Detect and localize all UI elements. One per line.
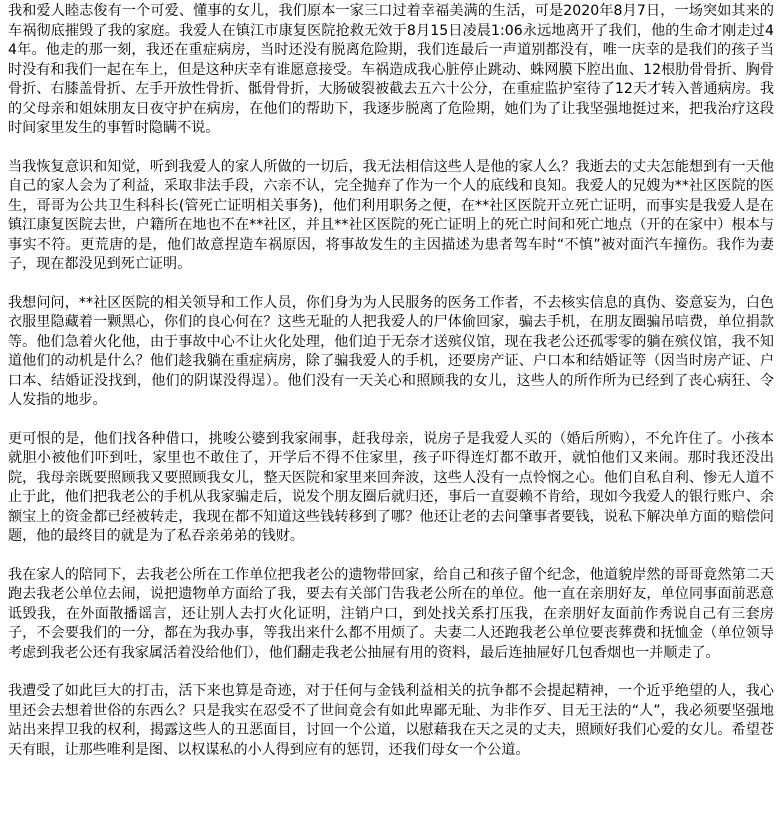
paragraph-1: 我和爱人睦志俊有一个可爱、懂事的女儿，我们原本一家三口过着幸福美满的生活，可是2020年8月7日，一场突如其来的车祸彻底摧毁了我的家庭。我爱人在镇江市康复医院抢救无效于8月15日凌晨1:06永远地离开了我们，他的生命才刚走过44年。他走的那一刻，我还在重症病房，当时还没有脱离危险期，我们连最后一声道别都没有，唯一庆幸的是我们的孩子当时没有和我们一起在车上，但是这种庆幸有谁愿意接受。车祸造成我心脏停止跳动、蛛网膜下腔出血、12根肋骨骨折、胸骨骨折、右膝盖骨折、左手开放性骨折、骶骨骨折，大肠破裂被截去五六十公分，在重症监护室待了12天才转入普通病房。我的父母亲和姐妹朋友日夜守护在病房，在他们的帮助下，我逐步脱离了危险期，她们为了让我坚强地挺过来，把我治疗这段时间家里发生的事暂时隐瞒不说。 xyxy=(8,3,774,136)
paragraph-6: 我遭受了如此巨大的打击，活下来也算是奇迹，对于任何与金钱利益相关的抗争都不会提起精神，一个近乎绝望的人，我心里还会去想着世俗的东西么？只是我实在忍受不了世间竟会有如此卑鄙无耻、为非作歹、目无王法的“人”，我必须要坚强地站出来捍卫我的权利，揭露这些人的丑恶面目，讨回一个公道，以慰藉我在天之灵的丈夫，照顾好我们心爱的女儿。希望苍天有眼，让那些唯利是图、以权谋私的小人得到应有的惩罚，还我们母女一个公道。 xyxy=(8,683,774,758)
paragraph-5: 我在家人的陪同下，去我老公所在工作单位把我老公的遗物带回家，给自己和孩子留个纪念，他道貌岸然的哥哥竟然第二天跑去我老公单位去闹，说把遗物单方面给了我，要去有关部门告我老公所在的单位。他一直在亲朋好友，单位同事面前恶意诋毁我，在外面散播谣言，还让别人去打火化证明，注销户口，到处找关系打压我，在亲朋好友面前作秀说自己有三套房子，不会要我们的一分，都在为我办事，等我出来什么都不用烦了。夫妻二人还跑我老公单位要丧葬费和抚恤金（单位领导考虑到我老公还有我家属活着没给他们），他们翻走我老公抽屉有用的资料，最后连抽屉好几包香烟也一并顺走了。 xyxy=(8,566,774,661)
paragraph-2: 当我恢复意识和知觉，听到我爱人的家人所做的一切后，我无法相信这些人是他的家人么？我逝去的丈夫怎能想到有一天他自己的家人会为了利益，采取非法手段，六亲不认，完全抛弃了作为一个人的底线和良知。我爱人的兄嫂为**社区医院的医生，哥哥为公共卫生科科长(管死亡证明相关事务)，他们利用职务之便，在**社区医院开立死亡证明，而事实是我爱人是在镇江康复医院去世，户籍所在地也不在**社区，并且**社区医院的死亡证明上的死亡时间和死亡地点（开的在家中）根本与事实不符。更荒唐的是，他们故意捏造车祸原因，将事故发生的主因描述为患者驾车时“不慎”被对面汽车撞伤。我作为妻子，现在都没见到死亡证明。 xyxy=(8,158,774,272)
paragraph-3: 我想问问，**社区医院的相关领导和工作人员，你们身为为人民服务的医务工作者，不去核实信息的真伪、姿意妄为，白色衣服里隐藏着一颗黑心，你们的良心何在？这些无耻的人把我爱人的尸体偷回家，骗去手机，在朋友圈骗吊唁费，单位捐款等。他们急着火化他，由于事故中心不让火化处理，他们迫于无奈才送殡仪馆，现在我老公还孤零零的躺在殡仪馆，我不知道他们的动机是什么？他们趁我躺在重症病房，除了骗我爱人的手机，还要房产证、户口本和结婚证等（因当时房产证、户口本、结婚证没找到，他们的阴谋没得逞）。他们没有一天关心和照顾我的女儿，这些人的所作所为已经到了丧心病狂、令人发指的地步。 xyxy=(8,294,774,408)
paragraph-4: 更可恨的是，他们找各种借口，挑唆公婆到我家闹事，赶我母亲，说房子是我爱人买的（婚后所购），不允许住了。小孩本就胆小被他们吓到吐，家里也不敢住了，开学后不得不住家里，孩子吓得连灯都不敢开，就怕他们又来闹。那时我还没出院，我母亲既要照顾我又要照顾我女儿，整天医院和家里来回奔波，这些人没有一点怜悯之心。他们自私自利、惨无人道不止于此，他们把我老公的手机从我家骗走后，说发个朋友圈后就归还，事后一直耍赖不肯给，现如今我爱人的银行账户、余额宝上的资金都已经被转走，我现在都不知道这些钱转移到了哪？他还让老的去问肇事者要钱，说私下解决单方面的赔偿问题，他的最终目的就是为了私吞亲弟弟的钱财。 xyxy=(8,430,774,544)
